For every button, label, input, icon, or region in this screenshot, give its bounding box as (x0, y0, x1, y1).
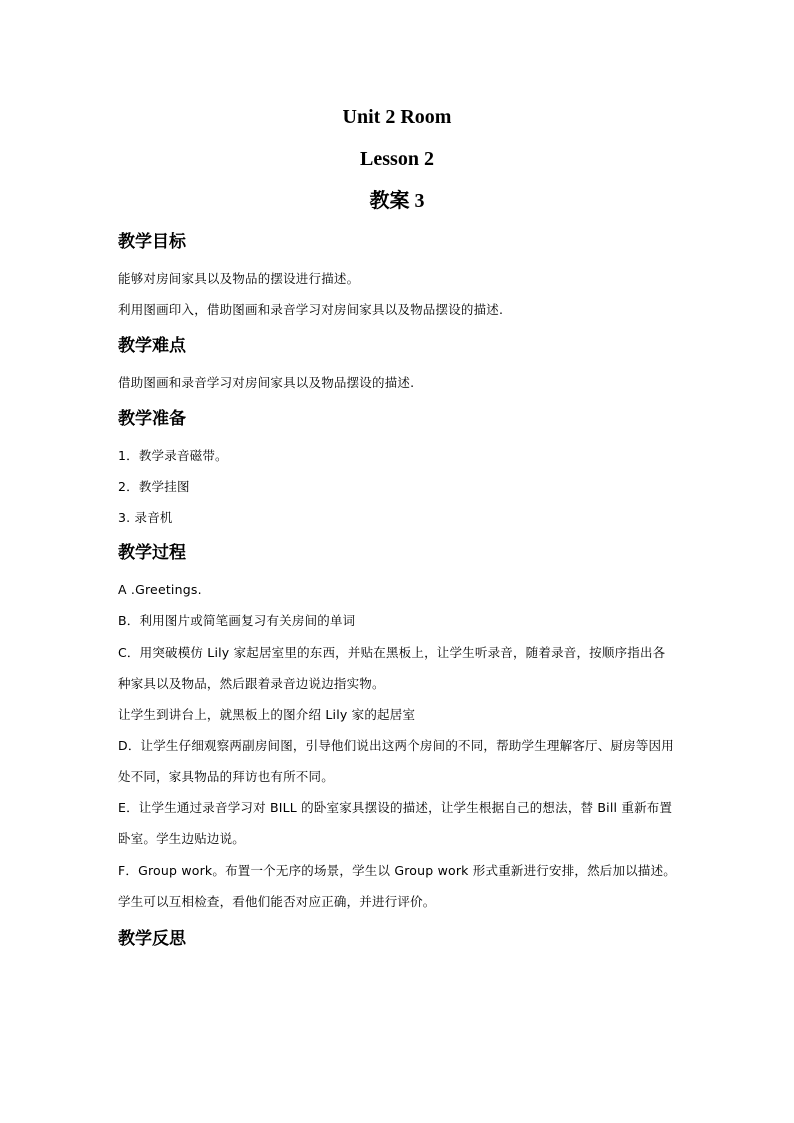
difficulties-line: 借助图画和录音学习对房间家具以及物品摆设的描述. (118, 375, 415, 390)
preparation-item: 3. 录音机 (118, 510, 173, 525)
reflection-heading: 教学反思 (118, 929, 186, 949)
objectives-line: 利用图画印入，借助图画和录音学习对房间家具以及物品摆设的描述. (118, 302, 504, 317)
preparation-item: 1．教学录音磁带。 (118, 448, 228, 463)
process-step: 让学生到讲台上，就黑板上的图介绍 Lily 家的起居室 (118, 707, 416, 722)
process-step: F．Group work。布置一个无序的场景，学生以 Group work 形式重新进行安排，然后加以描述。学生可以互相检查，看他们能否对应正确，并进行评价。 (118, 863, 676, 909)
difficulties-heading: 教学难点 (118, 336, 186, 356)
lesson-title: Lesson 2 (360, 148, 434, 170)
process-step: C．用突破模仿 Lily 家起居室里的东西，并贴在黑板上，让学生听录音，随着录音，按顺序指出各种家具以及物品，然后跟着录音边说边指实物。 (118, 645, 666, 691)
process-step: A .Greetings. (118, 582, 202, 597)
objectives-heading: 教学目标 (118, 232, 186, 252)
process-step: D．让学生仔细观察两副房间图，引导他们说出这两个房间的不同，帮助学生理解客厅、厨房等因用处不同，家具物品的拜访也有所不同。 (118, 738, 674, 784)
process-step: E．让学生通过录音学习对 BILL 的卧室家具摆设的描述，让学生根据自己的想法，替 Bill 重新布置卧室。学生边贴边说。 (118, 800, 673, 846)
preparation-heading: 教学准备 (118, 409, 186, 429)
process-heading: 教学过程 (118, 543, 186, 563)
unit-title: Unit 2 Room (342, 106, 452, 128)
objectives-line: 能够对房间家具以及物品的摆设进行描述。 (118, 271, 360, 286)
preparation-item: 2．教学挂图 (118, 479, 190, 494)
plan-title: 教案 3 (369, 190, 425, 212)
process-step: B．利用图片或简笔画复习有关房间的单词 (118, 613, 356, 628)
